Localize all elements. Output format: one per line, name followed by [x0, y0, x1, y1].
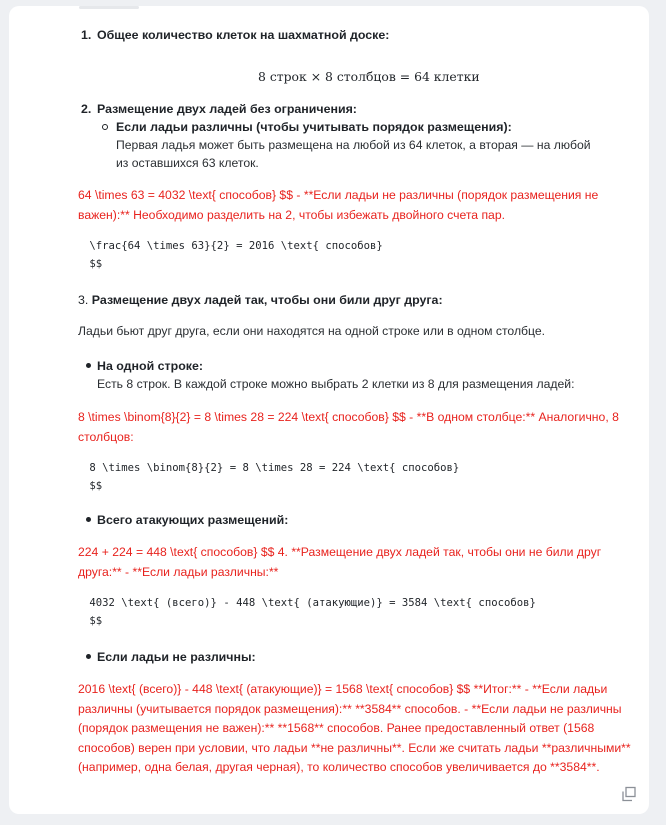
- bullet-circle: [102, 124, 108, 130]
- copy-icon[interactable]: [621, 786, 637, 802]
- paragraph-attack-rule: Ладьи бьют друг друга, если они находятся на одной строке или в одном столбце.: [78, 324, 546, 338]
- raw-latex-red-2: 8 \times \binom{8}{2} = 8 \times 28 = 224 \text{ способов} $$ - **В одном столбце:** Аналогично, 8 столбцов:: [78, 410, 619, 444]
- list-number: 1.: [81, 28, 92, 42]
- code-block-1: \frac{64 \times 63}{2} = 2016 \text{ способов} $$: [89, 240, 383, 270]
- formula-total-cells: 8 строк × 8 столбцов = 64 клетки: [258, 69, 480, 84]
- list-number: 2.: [81, 102, 92, 116]
- raw-latex-red-1: 64 \times 63 = 4032 \text{ способов} $$ - **Если ладьи не различны (порядок размещения не важен):** Необходимо разделить на 2, чтобы избежать двойного счета пар.: [78, 188, 599, 222]
- heading-total-cells: Общее количество клеток на шахматной доске:: [97, 28, 390, 42]
- subheading-distinct: Если ладьи различны (чтобы учитывать порядок размещения):: [116, 120, 512, 134]
- raw-latex-red-3: 224 + 224 = 448 \text{ способов} $$ 4. **Размещение двух ладей так, чтобы они не били друг друга:** - **Если ладьи различны:**: [78, 545, 602, 579]
- heading-unrestricted: Размещение двух ладей без ограничения:: [97, 102, 357, 116]
- raw-latex-red-4: 2016 \text{ (всего)} - 448 \text{ (атакующие)} = 1568 \text{ способов} $$ **Итог:** - **Если ладьи различны (учитывается порядок размещения):** **3584** способов. - **Если ладьи не различны (порядок размещения не важен):** **1568** способов. Ранее предоставленный ответ (1568 способов) верен при условии, что ладьи **не различны**. Если же считать ладьи **различными** (например, одна белая, другая черная), то количество способов увеличивается до **3584**.: [78, 682, 631, 774]
- code-block-2: 8 \times \binom{8}{2} = 8 \times 28 = 224 \text{ способов} $$: [89, 462, 460, 492]
- heading-attacking: 3. Размещение двух ладей так, чтобы они били друг друга:: [78, 293, 443, 307]
- paragraph-same-row: Есть 8 строк. В каждой строке можно выбрать 2 клетки из 8 для размещения ладей:: [97, 377, 575, 391]
- subheading-not-distinct: Если ладьи не различны:: [97, 650, 256, 664]
- subheading-total-attacking: Всего атакующих размещений:: [97, 513, 289, 527]
- bullet-dot: [86, 517, 91, 522]
- code-block-3: 4032 \text{ (всего)} - 448 \text{ (атакующие)} = 3584 \text{ способов} $$: [89, 597, 536, 627]
- bullet-dot: [86, 654, 91, 659]
- subheading-same-row: На одной строке:: [97, 359, 203, 373]
- bullet-dot: [86, 363, 91, 368]
- message-card: [9, 6, 649, 814]
- top-divider: [79, 6, 139, 9]
- paragraph-distinct: Первая ладья может быть размещена на любой из 64 клеток, а вторая — на любой из оставшихся 63 клеток.: [116, 138, 591, 170]
